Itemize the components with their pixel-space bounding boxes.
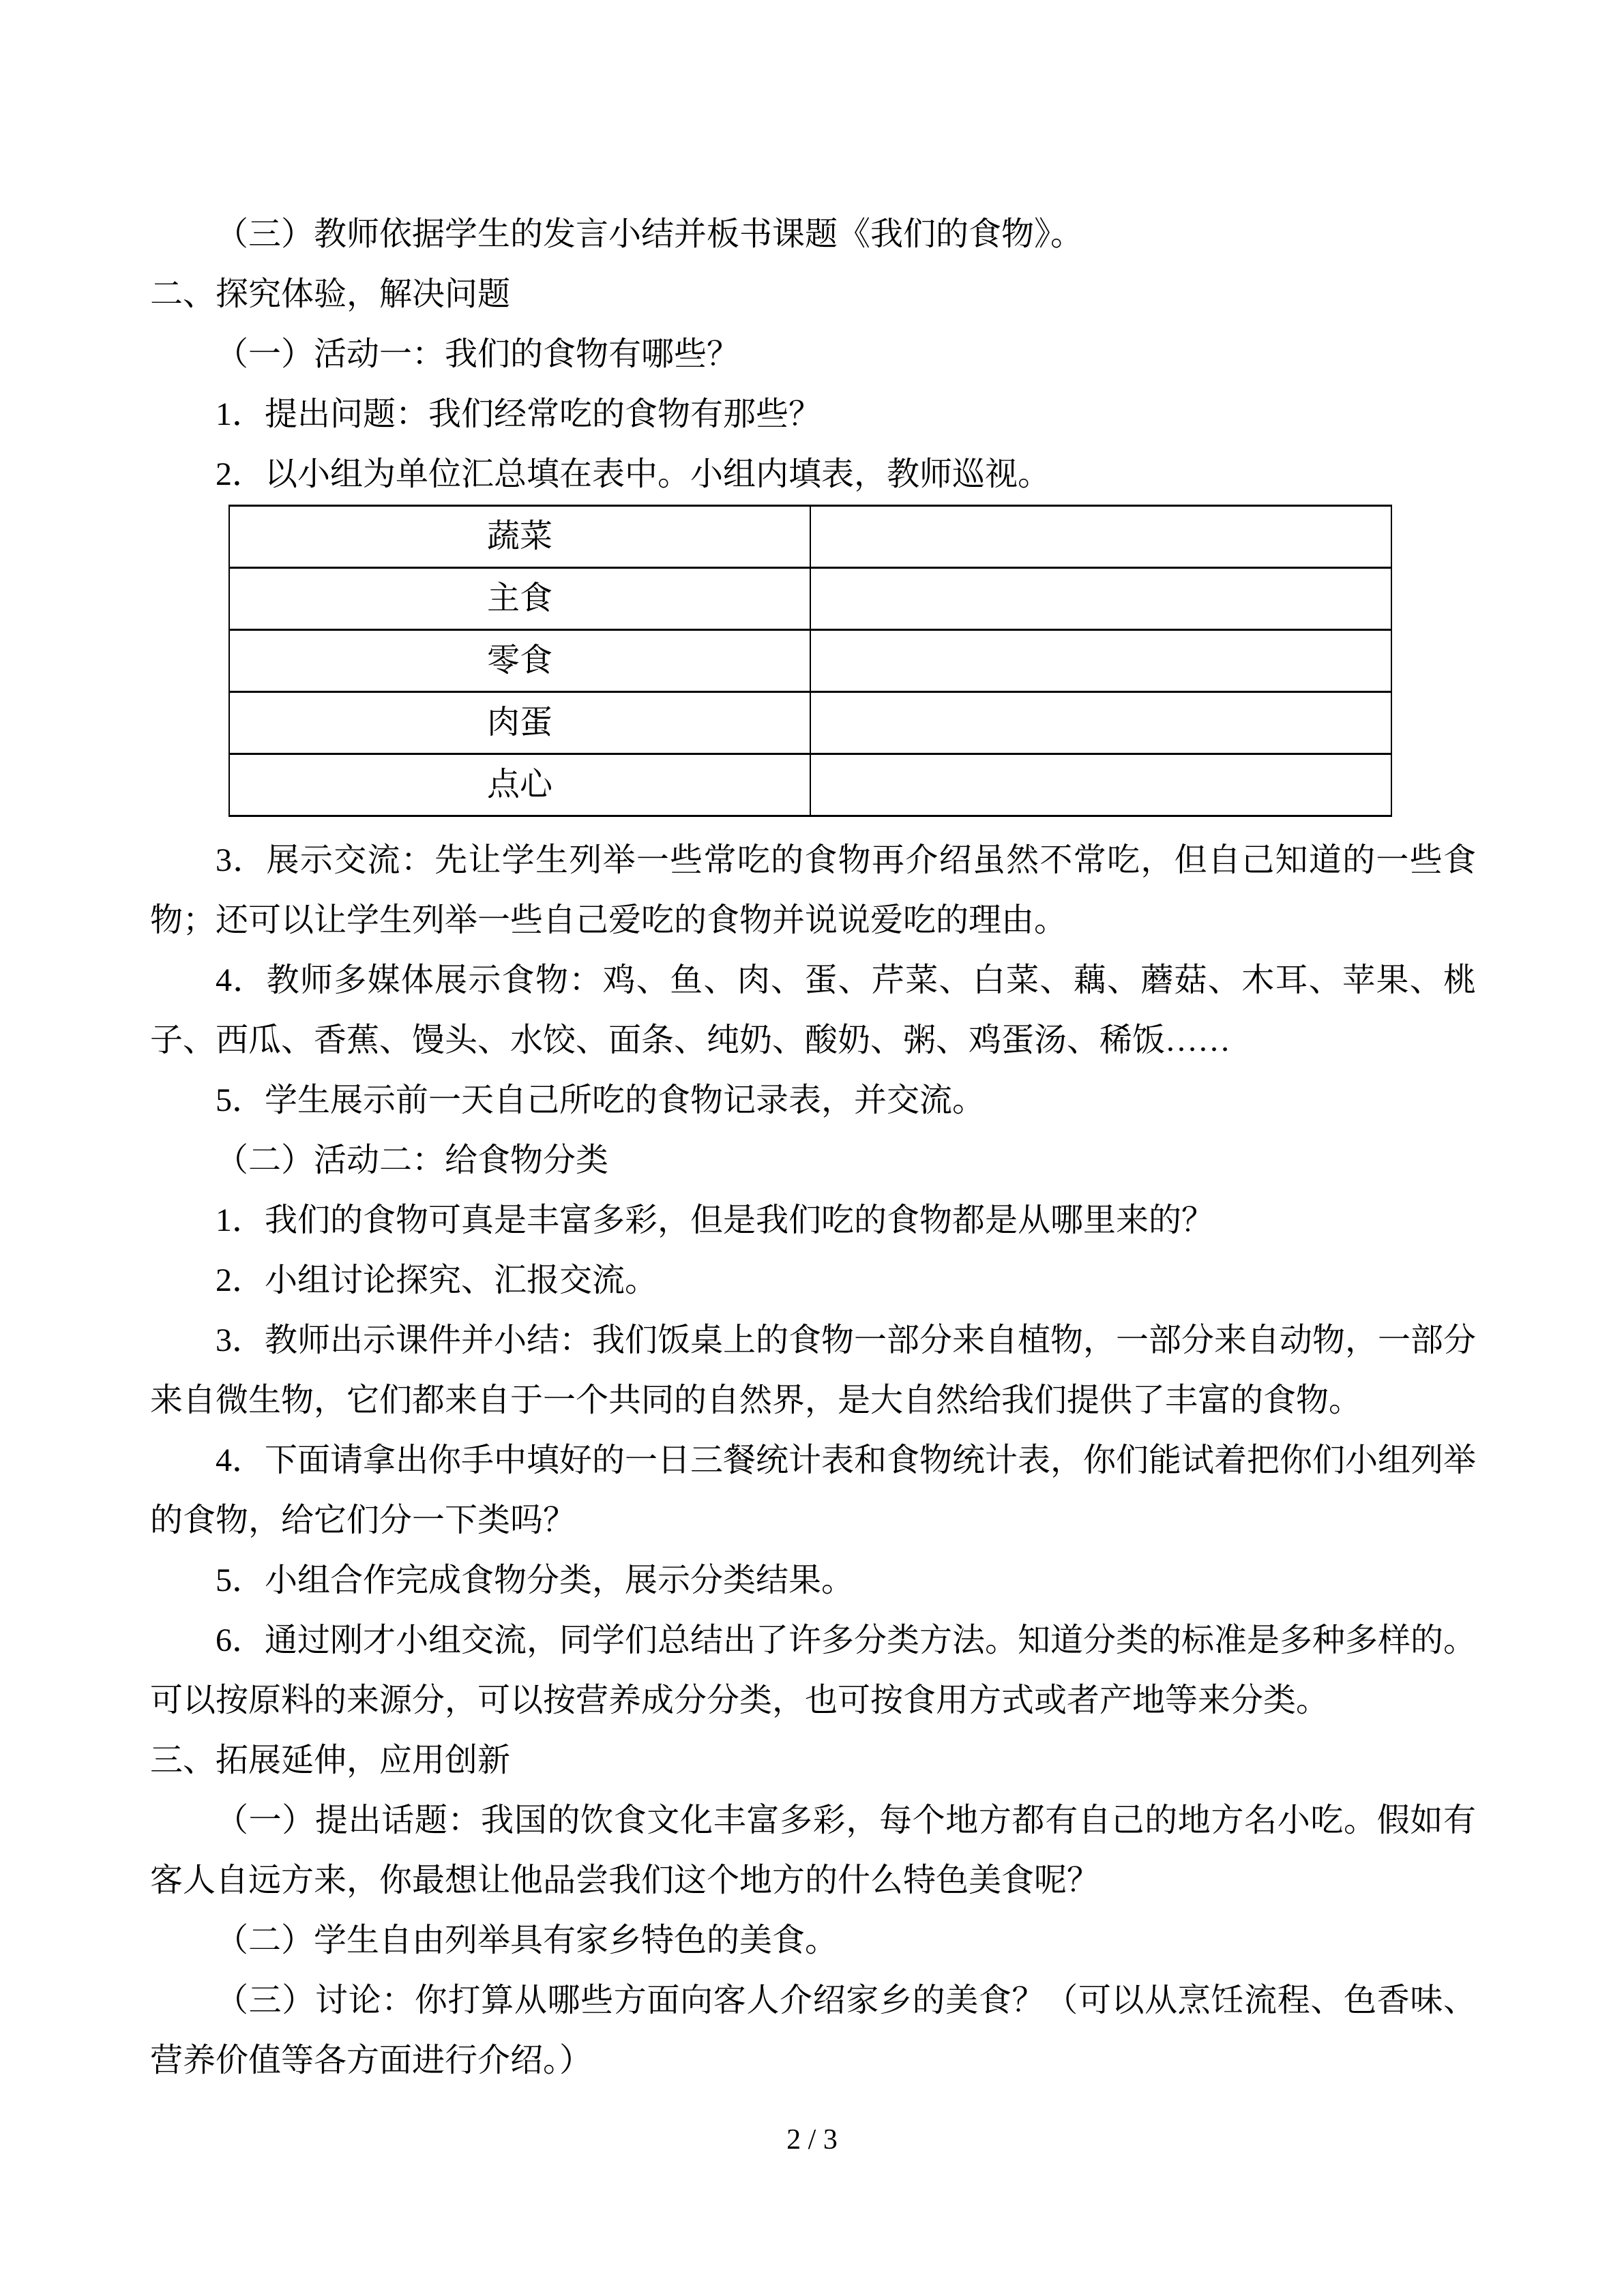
category-label-cell: 肉蛋 [229,692,810,754]
section-heading-extend: 三、拓展延伸，应用创新 [150,1742,511,1778]
subsection-activity-2: （二）活动二：给食物分类 [216,1142,609,1178]
extend-topic: （一）提出话题：我国的饮食文化丰富多彩，每个地方都有自己的地方名小吃。假如有客人自远方来，你最想让他品尝我们这个地方的什么特色美食呢？ [150,1802,1476,1898]
section-heading-explore: 二、探究体验，解决问题 [150,276,511,312]
category-label-cell: 蔬菜 [229,506,810,568]
step-question: 1．提出问题：我们经常吃的食物有那些？ [216,396,822,432]
table-row [229,506,1391,568]
step-show-records: 5．学生展示前一天自己所吃的食物记录表，并交流。 [216,1082,986,1118]
step-teacher-conclusion: 3．教师出示课件并小结：我们饭桌上的食物一部分来自植物，一部分来自动物，一部分来自微生物，它们都来自于一个共同的自然界，是大自然给我们提供了丰富的食物。 [150,1322,1477,1418]
category-value-cell [810,568,1391,630]
document-body [150,205,1476,2091]
step-food-origin-question: 1．我们的食物可真是丰富多彩，但是我们吃的食物都是从哪里来的？ [216,1202,1215,1238]
step-multimedia-foods: 4．教师多媒体展示食物：鸡、鱼、肉、蛋、芹菜、白菜、藕、蘑菇、木耳、苹果、桃子、西瓜、香蕉、馒头、水饺、面条、纯奶、酸奶、粥、鸡蛋汤、稀饭…… [150,962,1476,1058]
category-value-cell [810,630,1391,692]
category-label-cell: 主食 [229,568,810,630]
table-row [229,692,1391,754]
food-category-table [228,505,1392,817]
category-value-cell [810,692,1391,754]
table-row [229,754,1391,816]
category-value-cell [810,506,1391,568]
table-row [229,630,1391,692]
subsection-activity-1: （一）活动一：我们的食物有哪些？ [216,336,740,372]
step-group-classify: 5．小组合作完成食物分类，展示分类结果。 [216,1562,855,1598]
step-group-discussion: 2．小组讨论探究、汇报交流。 [216,1262,658,1298]
extend-discussion: （三）讨论：你打算从哪些方面向客人介绍家乡的美食？（可以从烹饪流程、色香味、营养价值等各方面进行介绍。） [150,1982,1476,2078]
step-classify-request: 4．下面请拿出你手中填好的一日三餐统计表和食物统计表，你们能试着把你们小组列举的食物，给它们分一下类吗？ [150,1442,1477,1538]
para-teacher-summary: （三）教师依据学生的发言小结并板书课题《我们的食物》。 [216,216,1084,252]
step-share-exchange: 3．展示交流：先让学生列举一些常吃的食物再介绍虽然不常吃，但自己知道的一些食物；还可以让学生列举一些自己爱吃的食物并说说爱吃的理由。 [150,842,1476,938]
category-label-cell: 点心 [229,754,810,816]
step-classify-summary: 6．通过刚才小组交流，同学们总结出了许多分类方法。知道分类的标准是多种多样的。可以按原料的来源分，可以按营养成分分类，也可按食用方式或者产地等来分类。 [150,1622,1477,1718]
extend-list-foods: （二）学生自由列举具有家乡特色的美食。 [216,1922,838,1958]
category-label-cell: 零食 [229,630,810,692]
step-fill-table: 2．以小组为单位汇总填在表中。小组内填表，教师巡视。 [216,456,1051,492]
page-number: 2 / 3 [786,2124,838,2156]
category-value-cell [810,754,1391,816]
table-row [229,568,1391,630]
